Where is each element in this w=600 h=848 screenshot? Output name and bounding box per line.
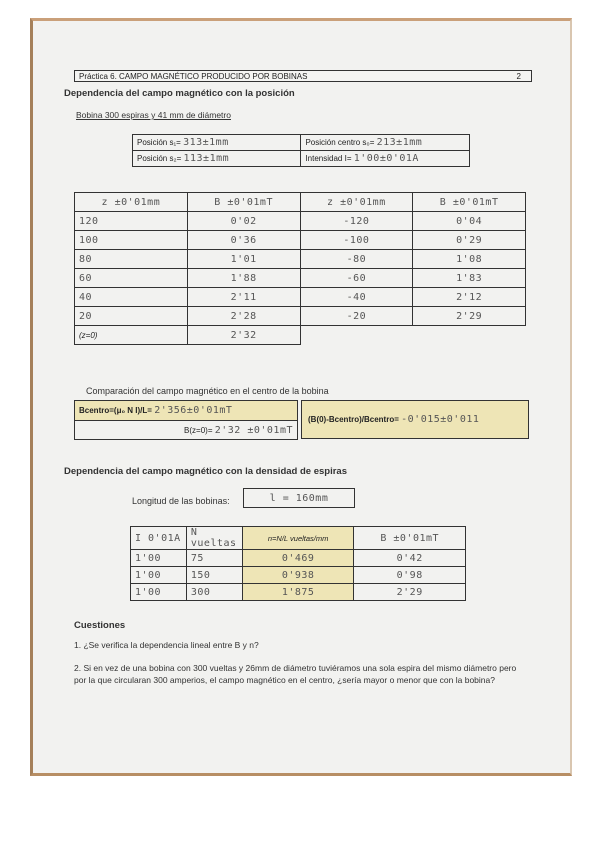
density-cell: 1'875 [242,584,354,601]
density-table [130,526,466,601]
density-cell: 2'29 [354,584,466,601]
ratio-label: (B(0)-Bcentro)/Bcentro= [308,415,399,424]
zb-cell: 40 [75,288,188,307]
empty-cell [300,326,413,345]
zb-cell: 100 [75,231,188,250]
pos-s1-cell [133,135,301,151]
zb-cell: 0'04 [413,212,526,231]
pos-center-label: Posición centro s₀= [305,138,375,147]
zb-cell: -120 [300,212,413,231]
table-row [75,269,526,288]
header-title: Práctica 6. CAMPO MAGNÉTICO PRODUCIDO POR BOBINAS [79,71,308,81]
zb-header-z2: z ±0'01mm [300,193,413,212]
zb-header-b2: B ±0'01mT [413,193,526,212]
zb-header-z1: z ±0'01mm [75,193,188,212]
zb-cell: 120 [75,212,188,231]
table-row [75,250,526,269]
density-cell: 150 [186,567,242,584]
zb-cell: 80 [75,250,188,269]
zb-cell: 2'29 [413,307,526,326]
density-cell: 0'938 [242,567,354,584]
question-2: 2. Si en vez de una bobina con 300 vueltas y 26mm de diámetro tuviéramos una sola espira del mismo diámetro pero por la que circularan 300 amperios, el campo magnético en el centro, ¿sería mayor o menor que con la bobina? [74,663,517,685]
zb-cell: 2'28 [187,307,300,326]
table-row [131,584,466,601]
table-row [75,307,526,326]
pos-center-value: 213±1mm [376,137,423,148]
question-1: 1. ¿Se verifica la dependencia lineal entre B y n? [74,640,259,650]
table-row [75,212,526,231]
zb-cell: 2'12 [413,288,526,307]
section1-title: Dependencia del campo magnético con la posición [64,88,295,99]
table-row [75,231,526,250]
pos-center-cell [301,135,470,151]
zb-cell: 60 [75,269,188,288]
table-row [75,288,526,307]
density-cell: 0'98 [354,567,466,584]
density-cell: 1'00 [131,584,187,601]
pos-s2-value: 113±1mm [183,153,230,164]
pos-s1-label: Posición s₁= [137,138,181,147]
density-cell: 1'00 [131,550,187,567]
bz0-label: B(z=0)= [184,425,213,435]
bz0-value: 2'32 ±0'01mT [214,424,293,436]
comparison-title: Comparación del campo magnético en el centro de la bobina [86,386,329,396]
pos-s1-value: 313±1mm [183,137,229,148]
z-b-table [74,192,526,345]
pos-s2-cell [133,151,301,167]
density-header: B ±0'01mT [354,527,466,550]
zb-cell: -80 [300,250,413,269]
table-row [75,326,526,345]
intensity-cell [301,151,470,167]
zb-cell: -40 [300,288,413,307]
zb-cell: 0'29 [413,231,526,250]
comparison-table [74,400,298,440]
position-table [132,134,470,167]
questions-title: Cuestiones [74,620,126,631]
zb-cell: 0'02 [187,212,300,231]
zb-header-b1: B ±0'01mT [187,193,300,212]
bz0-cell [75,421,298,440]
zb-cell: -100 [300,231,413,250]
pos-s2-label: Posición s₂= [137,154,182,163]
zb-cell: 20 [75,307,188,326]
density-cell: 1'00 [131,567,187,584]
zb-cell: -60 [300,269,413,288]
empty-cell [413,326,526,345]
density-header: n=N/L vueltas/mm [242,527,354,550]
density-header: N vueltas [186,527,242,550]
page-header [74,70,532,82]
zb-cell: 1'08 [413,250,526,269]
ratio-value: -0'015±0'011 [401,414,480,425]
table-row [131,567,466,584]
bcentro-value: 2'356±0'01mT [154,405,233,416]
ratio-cell [301,400,529,439]
density-cell: 0'469 [242,550,354,567]
bcentro-cell [75,401,298,421]
section2-title: Dependencia del campo magnético con la densidad de espiras [64,466,347,477]
section1-subtitle: Bobina 300 espiras y 41 mm de diámetro [76,110,231,120]
length-label: Longitud de las bobinas: [132,496,230,506]
zb-cell: 1'83 [413,269,526,288]
zb-z0-label: (z=0) [75,326,188,345]
density-header: I 0'01A [131,527,187,550]
density-cell: 75 [186,550,242,567]
density-cell: 0'42 [354,550,466,567]
bcentro-label: Bcentro=(μ₀ N I)/L= [79,406,152,415]
intensity-label: Intensidad I= [305,154,352,163]
length-value: l = 160mm [243,488,355,508]
zb-z0-value: 2'32 [187,326,300,345]
zb-cell: 1'88 [187,269,300,288]
zb-cell: -20 [300,307,413,326]
page-number: 2 [516,71,521,81]
zb-cell: 1'01 [187,250,300,269]
density-cell: 300 [186,584,242,601]
zb-cell: 0'36 [187,231,300,250]
intensity-value: 1'00±0'01A [353,153,419,164]
table-row [131,550,466,567]
zb-cell: 2'11 [187,288,300,307]
